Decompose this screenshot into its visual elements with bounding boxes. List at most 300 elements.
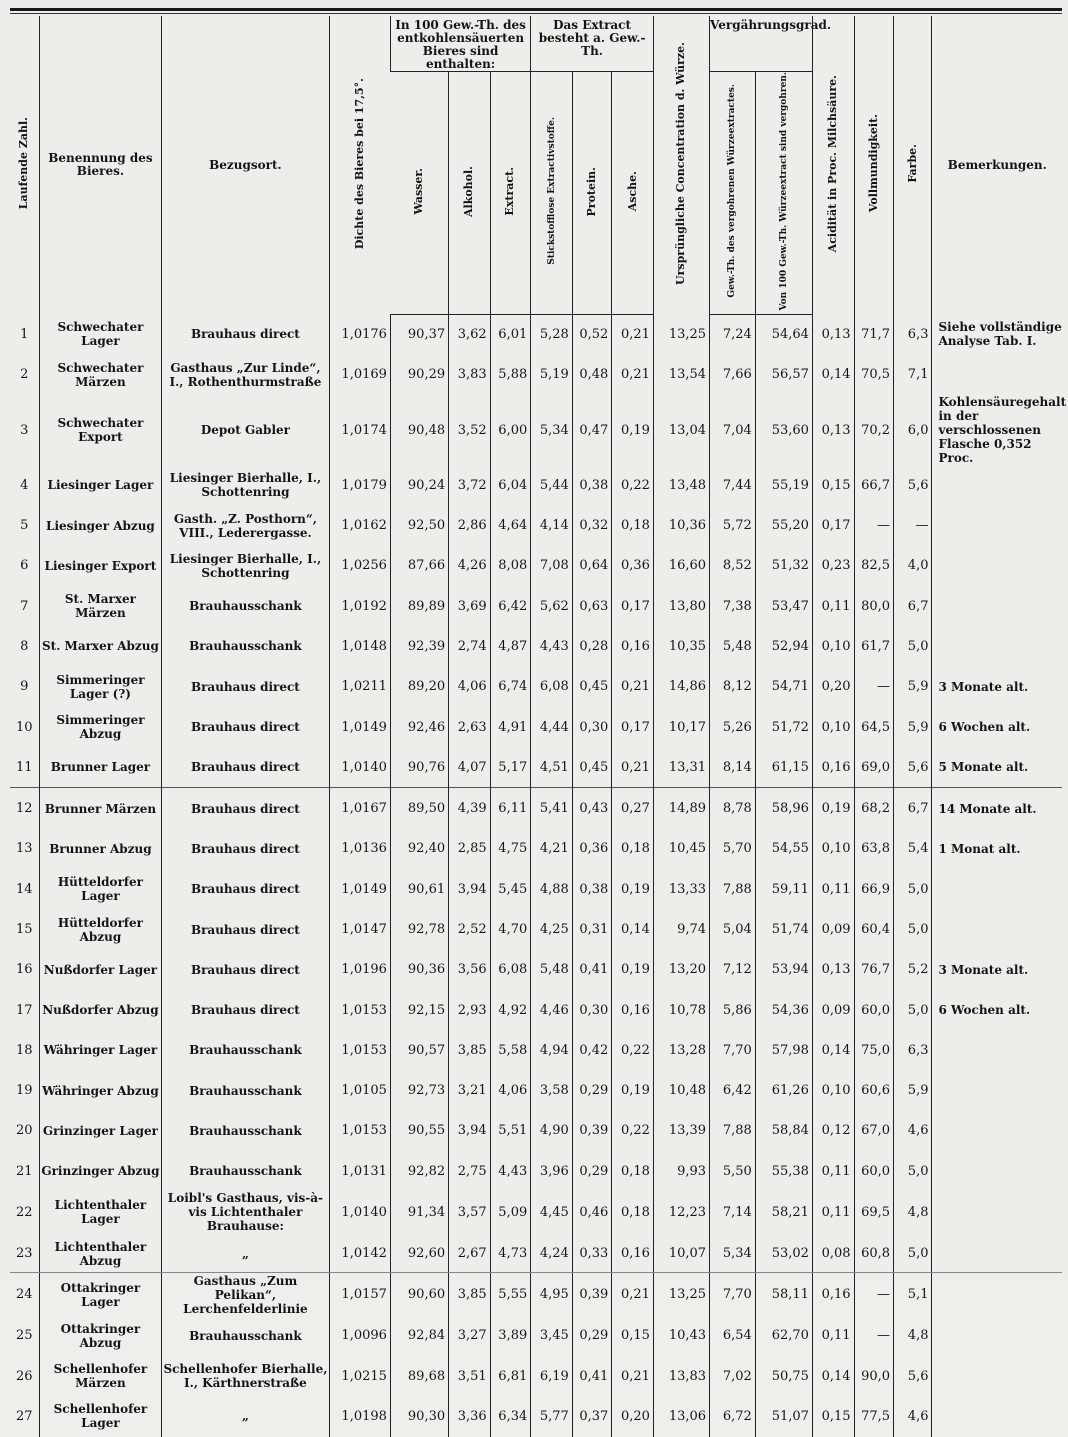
cell-nfree-extractives: 3,58 <box>531 1071 573 1111</box>
cell-acidity: 0,14 <box>812 1030 854 1070</box>
cell-water: 90,37 <box>390 314 448 355</box>
cell-extract: 4,70 <box>490 909 531 949</box>
header-orig-conc-label: Ursprüngliche Concentration d. Würze. <box>674 42 688 285</box>
cell-fullness: 64,5 <box>854 707 894 747</box>
cell-beer-name: Simmeringer Abzug <box>39 707 162 747</box>
table-row <box>10 1111 1062 1151</box>
cell-remark <box>932 1151 1062 1191</box>
cell-alcohol: 3,94 <box>449 869 491 909</box>
cell-protein: 0,39 <box>572 1274 612 1316</box>
cell-fullness: 61,7 <box>854 626 894 666</box>
cell-nfree-extractives: 4,21 <box>531 829 573 869</box>
cell-extract: 4,92 <box>490 990 531 1030</box>
cell-row-number: 5 <box>20 518 29 534</box>
col-group-extract <box>531 16 654 72</box>
cell-density: 1,0140 <box>329 747 390 788</box>
cell-density: 1,0136 <box>329 829 390 869</box>
col-header-protein <box>572 72 612 315</box>
table-row <box>10 1233 1062 1273</box>
cell-water: 90,57 <box>390 1030 448 1070</box>
cell-alcohol: 3,51 <box>449 1356 491 1396</box>
cell-original-concentration: 13,83 <box>653 1356 709 1396</box>
cell-beer-name: Lichtenthaler Lager <box>39 1191 162 1233</box>
cell-original-concentration: 10,35 <box>653 626 709 666</box>
cell-color: 6,7 <box>894 586 932 626</box>
cell-acidity: 0,13 <box>812 314 854 355</box>
beer-analysis-table <box>10 16 1067 1437</box>
cell-fermentation-percent: 54,64 <box>755 314 812 355</box>
cell-nfree-extractives: 4,94 <box>531 1030 573 1070</box>
col-header-fullness <box>854 16 894 314</box>
cell-remark <box>932 1030 1062 1070</box>
cell-ash: 0,21 <box>612 355 654 395</box>
cell-water: 90,30 <box>390 1396 448 1436</box>
cell-water: 92,46 <box>390 707 448 747</box>
cell-extract: 6,11 <box>490 788 531 829</box>
cell-density: 1,0157 <box>329 1274 390 1316</box>
cell-protein: 0,38 <box>572 465 612 505</box>
cell-ash: 0,16 <box>612 990 654 1030</box>
cell-extract: 3,89 <box>490 1316 531 1356</box>
cell-protein: 0,39 <box>572 1111 612 1151</box>
cell-source-location: Gasth. „Z. Posthorn“, VIII., Lederergasse. <box>162 505 329 545</box>
header-extract-label: Extract. <box>503 166 517 216</box>
cell-density: 1,0192 <box>329 586 390 626</box>
cell-color: 6,0 <box>894 395 932 465</box>
cell-row-number: 1 <box>20 326 29 342</box>
cell-beer-name: Brunner Märzen <box>39 788 162 829</box>
cell-remark <box>932 586 1062 626</box>
cell-extract: 6,81 <box>490 1356 531 1396</box>
cell-ash: 0,14 <box>612 909 654 949</box>
cell-ash: 0,22 <box>612 1030 654 1070</box>
cell-remark <box>932 1233 1062 1273</box>
cell-acidity: 0,08 <box>812 1233 854 1273</box>
cell-protein: 0,31 <box>572 909 612 949</box>
cell-protein: 0,29 <box>572 1151 612 1191</box>
cell-acidity: 0,11 <box>812 1191 854 1233</box>
cell-fermented-extract: 7,70 <box>710 1274 756 1316</box>
cell-fullness: — <box>854 1316 894 1356</box>
cell-alcohol: 3,62 <box>449 314 491 355</box>
cell-extract: 5,58 <box>490 1030 531 1070</box>
cell-alcohol: 4,39 <box>449 788 491 829</box>
cell-original-concentration: 12,23 <box>653 1191 709 1233</box>
cell-nfree-extractives: 7,08 <box>531 546 573 586</box>
header-protein-label: Protein. <box>585 166 599 216</box>
cell-density: 1,0105 <box>329 1071 390 1111</box>
cell-extract: 5,09 <box>490 1191 531 1233</box>
cell-remark: 5 Monate alt. <box>932 747 1062 788</box>
cell-alcohol: 2,75 <box>449 1151 491 1191</box>
cell-color: 6,3 <box>894 314 932 355</box>
cell-source-location: Brauhaus direct <box>162 314 329 355</box>
cell-fullness: 70,2 <box>854 395 894 465</box>
cell-original-concentration: 10,78 <box>653 990 709 1030</box>
cell-nfree-extractives: 5,62 <box>531 586 573 626</box>
cell-fermented-extract: 5,48 <box>710 626 756 666</box>
cell-alcohol: 3,56 <box>449 950 491 990</box>
cell-fermentation-percent: 57,98 <box>755 1030 812 1070</box>
cell-acidity: 0,13 <box>812 395 854 465</box>
cell-acidity: 0,13 <box>812 950 854 990</box>
cell-acidity: 0,11 <box>812 869 854 909</box>
table-row <box>10 990 1062 1030</box>
cell-extract: 6,00 <box>490 395 531 465</box>
cell-extract: 4,91 <box>490 707 531 747</box>
cell-acidity: 0,10 <box>812 829 854 869</box>
cell-nfree-extractives: 5,48 <box>531 950 573 990</box>
cell-acidity: 0,14 <box>812 355 854 395</box>
cell-nfree-extractives: 4,44 <box>531 707 573 747</box>
cell-protein: 0,41 <box>572 950 612 990</box>
cell-water: 90,61 <box>390 869 448 909</box>
cell-beer-name: Nußdorfer Abzug <box>39 990 162 1030</box>
table-row <box>10 1274 1062 1316</box>
cell-ash: 0,16 <box>612 626 654 666</box>
col-header-ash <box>612 72 654 315</box>
cell-source-location: Brauhaus direct <box>162 747 329 788</box>
cell-color: 5,0 <box>894 626 932 666</box>
header-nr-label: Laufende Zahl. <box>17 117 31 210</box>
cell-fermented-extract: 5,34 <box>710 1233 756 1273</box>
cell-water: 90,36 <box>390 950 448 990</box>
table-row <box>10 869 1062 909</box>
col-group-content <box>390 16 530 72</box>
table-row <box>10 747 1062 788</box>
cell-row-number: 7 <box>20 598 29 614</box>
cell-fermentation-percent: 58,96 <box>755 788 812 829</box>
cell-color: 4,6 <box>894 1396 932 1436</box>
cell-fullness: 60,0 <box>854 1151 894 1191</box>
cell-color: 5,1 <box>894 1274 932 1316</box>
cell-water: 92,78 <box>390 909 448 949</box>
cell-fullness: 67,0 <box>854 1111 894 1151</box>
table-row <box>10 626 1062 666</box>
cell-alcohol: 4,06 <box>449 667 491 707</box>
cell-source-location: Liesinger Bierhalle, I., Schottenring <box>162 465 329 505</box>
cell-color: 5,0 <box>894 869 932 909</box>
cell-color: — <box>894 505 932 545</box>
cell-acidity: 0,11 <box>812 1316 854 1356</box>
cell-row-number: 19 <box>16 1083 33 1099</box>
cell-fermented-extract: 6,42 <box>710 1071 756 1111</box>
cell-water: 92,15 <box>390 990 448 1030</box>
cell-acidity: 0,10 <box>812 626 854 666</box>
cell-remark <box>932 909 1062 949</box>
col-header-water <box>390 72 448 315</box>
cell-color: 5,6 <box>894 747 932 788</box>
cell-remark: 1 Monat alt. <box>932 829 1062 869</box>
cell-color: 5,2 <box>894 950 932 990</box>
cell-fermented-extract: 7,12 <box>710 950 756 990</box>
cell-fullness: 63,8 <box>854 829 894 869</box>
cell-row-number: 11 <box>16 759 33 775</box>
cell-nfree-extractives: 4,51 <box>531 747 573 788</box>
header-source-label: Bezugsort. <box>209 157 282 172</box>
cell-extract: 6,34 <box>490 1396 531 1436</box>
cell-density: 1,0176 <box>329 314 390 355</box>
table-row <box>10 546 1062 586</box>
cell-alcohol: 3,94 <box>449 1111 491 1151</box>
cell-ash: 0,19 <box>612 950 654 990</box>
cell-fermented-extract: 6,72 <box>710 1396 756 1436</box>
cell-fermentation-percent: 58,21 <box>755 1191 812 1233</box>
cell-remark <box>932 1396 1062 1436</box>
cell-acidity: 0,10 <box>812 1071 854 1111</box>
cell-source-location: Brauhausschank <box>162 626 329 666</box>
cell-alcohol: 2,63 <box>449 707 491 747</box>
cell-fermented-extract: 8,52 <box>710 546 756 586</box>
cell-alcohol: 3,69 <box>449 586 491 626</box>
cell-fermentation-percent: 55,20 <box>755 505 812 545</box>
cell-density: 1,0196 <box>329 950 390 990</box>
cell-ash: 0,16 <box>612 1233 654 1273</box>
cell-fermented-extract: 7,38 <box>710 586 756 626</box>
cell-beer-name: Hütteldorfer Abzug <box>39 909 162 949</box>
cell-beer-name: Simmeringer Lager (?) <box>39 667 162 707</box>
cell-protein: 0,28 <box>572 626 612 666</box>
table-row <box>10 465 1062 505</box>
bottom-rule <box>10 1272 1062 1273</box>
cell-row-number: 18 <box>16 1042 33 1058</box>
cell-protein: 0,42 <box>572 1030 612 1070</box>
cell-original-concentration: 10,48 <box>653 1071 709 1111</box>
cell-water: 90,24 <box>390 465 448 505</box>
cell-original-concentration: 10,43 <box>653 1316 709 1356</box>
header-group-extract-label: Das Extract besteht a. Gew.-Th. <box>538 18 646 58</box>
cell-beer-name: Schwechater Export <box>39 395 162 465</box>
cell-nfree-extractives: 4,25 <box>531 909 573 949</box>
cell-fermentation-percent: 55,38 <box>755 1151 812 1191</box>
table-row <box>10 355 1062 395</box>
header-group-content-label: In 100 Gew.-Th. des entkohlensäuerten Bieres sind enthalten: <box>395 18 526 71</box>
cell-alcohol: 2,74 <box>449 626 491 666</box>
cell-acidity: 0,23 <box>812 546 854 586</box>
cell-fermentation-percent: 52,94 <box>755 626 812 666</box>
cell-row-number: 15 <box>16 922 33 937</box>
table-row <box>10 1030 1062 1070</box>
cell-protein: 0,30 <box>572 707 612 747</box>
cell-row-number: 27 <box>16 1408 33 1424</box>
cell-color: 4,0 <box>894 546 932 586</box>
cell-density: 1,0153 <box>329 1111 390 1151</box>
cell-fullness: — <box>854 505 894 545</box>
cell-source-location: Depot Gabler <box>162 395 329 465</box>
cell-nfree-extractives: 4,95 <box>531 1274 573 1316</box>
cell-water: 92,84 <box>390 1316 448 1356</box>
cell-row-number: 16 <box>16 962 33 978</box>
cell-water: 92,73 <box>390 1071 448 1111</box>
cell-fermented-extract: 5,70 <box>710 829 756 869</box>
header-water-label: Wasser. <box>412 167 426 215</box>
table-row <box>10 586 1062 626</box>
cell-ash: 0,19 <box>612 869 654 909</box>
cell-remark: 3 Monate alt. <box>932 950 1062 990</box>
cell-fullness: 90,0 <box>854 1356 894 1396</box>
cell-remark <box>932 1274 1062 1316</box>
cell-ash: 0,19 <box>612 395 654 465</box>
table-row <box>10 829 1062 869</box>
cell-density: 1,0142 <box>329 1233 390 1273</box>
cell-protein: 0,37 <box>572 1396 612 1436</box>
cell-extract: 6,42 <box>490 586 531 626</box>
cell-fullness: 82,5 <box>854 546 894 586</box>
cell-fermented-extract: 5,50 <box>710 1151 756 1191</box>
cell-remark: 14 Monate alt. <box>932 788 1062 829</box>
cell-beer-name: Liesinger Abzug <box>39 505 162 545</box>
cell-color: 5,6 <box>894 1356 932 1396</box>
cell-beer-name: Schellenhofer Lager <box>39 1396 162 1436</box>
cell-ash: 0,18 <box>612 505 654 545</box>
col-header-ferm-b <box>755 72 812 315</box>
table-row <box>10 1071 1062 1111</box>
cell-original-concentration: 14,86 <box>653 667 709 707</box>
cell-density: 1,0149 <box>329 707 390 747</box>
cell-original-concentration: 14,89 <box>653 788 709 829</box>
cell-row-number: 13 <box>16 841 33 857</box>
cell-row-number: 25 <box>16 1328 33 1344</box>
cell-ash: 0,21 <box>612 314 654 355</box>
cell-row-number: 21 <box>16 1163 33 1179</box>
cell-extract: 5,45 <box>490 869 531 909</box>
cell-fullness: — <box>854 667 894 707</box>
cell-fullness: 75,0 <box>854 1030 894 1070</box>
cell-fermentation-percent: 54,36 <box>755 990 812 1030</box>
table-row <box>10 314 1062 355</box>
cell-protein: 0,33 <box>572 1233 612 1273</box>
header-group-ferment-label: Vergährungsgrad. <box>710 18 832 32</box>
cell-ash: 0,36 <box>612 546 654 586</box>
cell-alcohol: 3,72 <box>449 465 491 505</box>
cell-acidity: 0,09 <box>812 990 854 1030</box>
cell-beer-name: St. Marxer Abzug <box>39 626 162 666</box>
col-group-ferment <box>710 16 832 72</box>
header-fullness-label: Vollmundigkeit. <box>866 114 880 213</box>
cell-density: 1,0179 <box>329 465 390 505</box>
cell-fermentation-percent: 59,11 <box>755 869 812 909</box>
cell-ash: 0,15 <box>612 1316 654 1356</box>
table-row <box>10 1396 1062 1436</box>
cell-row-number: 10 <box>16 719 33 735</box>
cell-row-number: 17 <box>16 1002 33 1018</box>
col-header-nfree <box>531 72 573 315</box>
cell-density: 1,0211 <box>329 667 390 707</box>
cell-acidity: 0,12 <box>812 1111 854 1151</box>
cell-original-concentration: 9,74 <box>653 909 709 949</box>
cell-row-number: 23 <box>16 1246 33 1262</box>
cell-fermentation-percent: 51,74 <box>755 909 812 949</box>
cell-protein: 0,38 <box>572 869 612 909</box>
cell-source-location: „ <box>162 1396 329 1436</box>
cell-source-location: Brauhausschank <box>162 586 329 626</box>
cell-density: 1,0174 <box>329 395 390 465</box>
cell-nfree-extractives: 4,46 <box>531 990 573 1030</box>
cell-source-location: Brauhaus direct <box>162 829 329 869</box>
cell-source-location: Brauhaus direct <box>162 788 329 829</box>
cell-water: 92,40 <box>390 829 448 869</box>
cell-original-concentration: 13,54 <box>653 355 709 395</box>
cell-fermented-extract: 7,66 <box>710 355 756 395</box>
cell-row-number: 6 <box>20 558 29 574</box>
cell-extract: 5,55 <box>490 1274 531 1316</box>
col-header-color <box>894 16 932 314</box>
cell-protein: 0,32 <box>572 505 612 545</box>
cell-fermented-extract: 7,88 <box>710 869 756 909</box>
cell-nfree-extractives: 5,77 <box>531 1396 573 1436</box>
header-name-label: Benennung des Bieres. <box>48 151 153 178</box>
cell-row-number: 22 <box>16 1204 33 1220</box>
cell-source-location: Brauhausschank <box>162 1030 329 1070</box>
cell-remark: Kohlensäuregehalt in der verschlossenen Flasche 0,352 Proc. <box>932 395 1062 465</box>
cell-fermentation-percent: 53,02 <box>755 1233 812 1273</box>
header-ash-label: Asche. <box>625 171 639 212</box>
cell-original-concentration: 10,17 <box>653 707 709 747</box>
header-nfree-label: Stickstofflose Extractivstoffe. <box>546 117 557 266</box>
col-header-source <box>162 16 329 314</box>
cell-alcohol: 2,67 <box>449 1233 491 1273</box>
cell-extract: 4,75 <box>490 829 531 869</box>
cell-fullness: 77,5 <box>854 1396 894 1436</box>
col-header-remarks <box>932 16 1062 314</box>
cell-alcohol: 3,85 <box>449 1274 491 1316</box>
cell-color: 6,7 <box>894 788 932 829</box>
cell-water: 92,82 <box>390 1151 448 1191</box>
table-row <box>10 1356 1062 1396</box>
cell-fermentation-percent: 51,32 <box>755 546 812 586</box>
cell-remark <box>932 869 1062 909</box>
cell-extract: 4,64 <box>490 505 531 545</box>
table-body <box>10 314 1067 1437</box>
cell-remark <box>932 355 1062 395</box>
cell-water: 89,50 <box>390 788 448 829</box>
cell-acidity: 0,11 <box>812 1151 854 1191</box>
cell-original-concentration: 13,04 <box>653 395 709 465</box>
cell-nfree-extractives: 5,44 <box>531 465 573 505</box>
cell-alcohol: 3,85 <box>449 1030 491 1070</box>
cell-fermentation-percent: 61,26 <box>755 1071 812 1111</box>
cell-color: 5,0 <box>894 990 932 1030</box>
cell-alcohol: 2,86 <box>449 505 491 545</box>
cell-extract: 6,08 <box>490 950 531 990</box>
cell-density: 1,0148 <box>329 626 390 666</box>
cell-nfree-extractives: 4,43 <box>531 626 573 666</box>
cell-density: 1,0153 <box>329 1030 390 1070</box>
cell-fermented-extract: 5,72 <box>710 505 756 545</box>
cell-beer-name: Lichtenthaler Abzug <box>39 1233 162 1273</box>
cell-density: 1,0162 <box>329 505 390 545</box>
cell-fermentation-percent: 51,72 <box>755 707 812 747</box>
cell-row-number: 8 <box>20 638 29 654</box>
cell-remark <box>932 1356 1062 1396</box>
cell-nfree-extractives: 4,90 <box>531 1111 573 1151</box>
cell-beer-name: Währinger Lager <box>39 1030 162 1070</box>
cell-fermented-extract: 8,14 <box>710 747 756 788</box>
cell-source-location: Brauhaus direct <box>162 909 329 949</box>
cell-original-concentration: 13,06 <box>653 1396 709 1436</box>
cell-fullness: 69,0 <box>854 747 894 788</box>
cell-remark <box>932 505 1062 545</box>
cell-alcohol: 3,83 <box>449 355 491 395</box>
cell-beer-name: Ottakringer Abzug <box>39 1316 162 1356</box>
cell-remark: 3 Monate alt. <box>932 667 1062 707</box>
cell-acidity: 0,16 <box>812 747 854 788</box>
cell-row-number: 4 <box>20 477 29 493</box>
cell-source-location: Brauhaus direct <box>162 990 329 1030</box>
cell-fermented-extract: 7,02 <box>710 1356 756 1396</box>
cell-color: 5,0 <box>894 1151 932 1191</box>
cell-nfree-extractives: 4,14 <box>531 505 573 545</box>
